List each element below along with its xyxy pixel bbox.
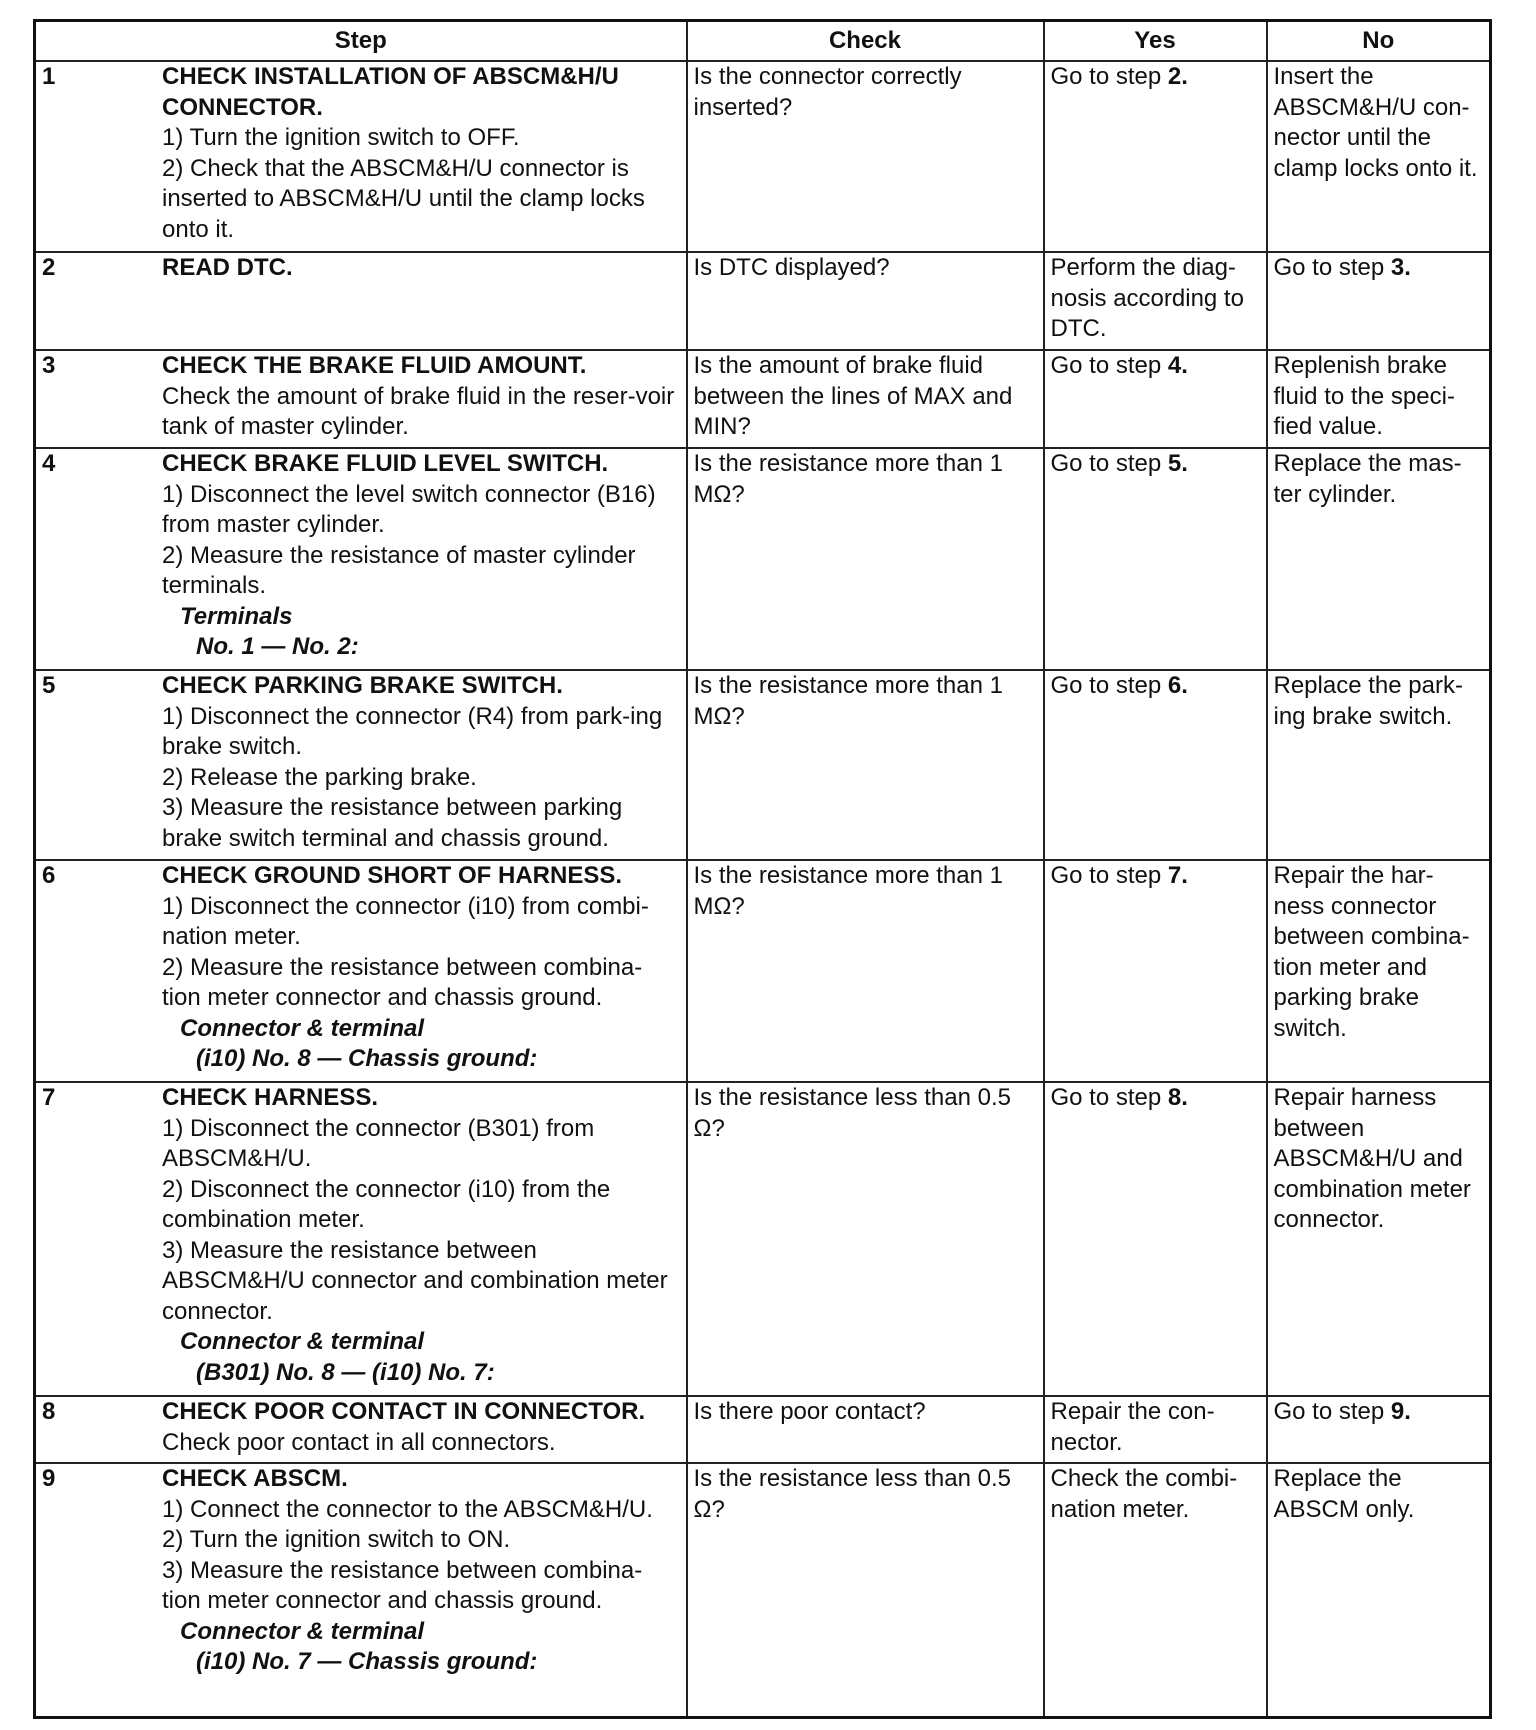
no-cell [1267,448,1491,670]
no-step-ref: 9. [1390,1398,1411,1425]
table-row [35,448,1491,670]
yes-text: Go to step [1050,352,1168,379]
step-instruction: 1) Disconnect the connector (i10) from combi-nation meter. [162,892,649,950]
no-cell [1267,61,1491,252]
no-cell [1267,860,1491,1082]
no-cell [1267,350,1491,448]
spec-label: Connector & terminal [180,1014,425,1042]
yes-text: Go to step [1050,1084,1168,1111]
check-cell: Is the resistance more than 1 MΩ? [687,860,1044,1082]
no-text: Repair harness between ABSCM&H/U and combination meter connector. [1273,1084,1471,1233]
step-instruction: 1) Disconnect the connector (B301) from ABSCM&H/U. [162,1114,595,1172]
yes-cell [1044,1082,1267,1396]
step-cell [35,1463,687,1717]
step-title: CHECK HARNESS. [162,1084,379,1111]
step-instruction: 1) Disconnect the connector (R4) from park-ing brake switch. [162,702,663,760]
no-text: Replenish brake fluid to the speci-fied value. [1273,352,1455,440]
table-row [35,1463,1491,1717]
no-text: Repair the har-ness connector between combina-tion meter and parking brake switch. [1273,862,1470,1042]
no-text: Replace the mas-ter cylinder. [1273,450,1462,508]
yes-text: Perform the diag-nosis according to DTC. [1050,254,1244,342]
step-instruction: 2) Measure the resistance between combina-tion meter connector and chassis ground. [162,953,643,1011]
table-row [35,1082,1491,1396]
yes-cell [1044,1463,1267,1717]
step-cell [35,670,687,860]
step-number: 3 [42,352,56,379]
step-instruction: Check poor contact in all connectors. [162,1428,556,1456]
check-cell: Is the resistance less than 0.5 Ω? [687,1463,1044,1717]
table-row [35,1396,1491,1463]
table-row [35,252,1491,350]
yes-cell [1044,1396,1267,1463]
spec-value: No. 1 — No. 2: [196,633,359,660]
yes-text: Repair the con-nector. [1050,1398,1215,1456]
spec-value: (i10) No. 7 — Chassis ground: [196,1648,538,1675]
yes-text: Go to step [1050,672,1168,699]
yes-step-ref: 4. [1167,352,1188,379]
step-title: CHECK BRAKE FLUID LEVEL SWITCH. [162,450,609,477]
no-step-ref: 3. [1390,254,1411,281]
yes-cell [1044,860,1267,1082]
step-title: CHECK POOR CONTACT IN CONNECTOR. [162,1398,646,1425]
check-cell: Is the resistance less than 0.5 Ω? [687,1082,1044,1396]
step-instruction: 3) Measure the resistance between combina-tion meter connector and chassis ground. [162,1556,643,1614]
table-row [35,860,1491,1082]
check-cell: Is the connector correctly inserted? [687,61,1044,252]
step-instruction: 2) Check that the ABSCM&H/U connector is inserted to ABSCM&H/U until the clamp locks onto it. [162,154,645,243]
yes-cell [1044,670,1267,860]
step-number: 4 [42,450,56,477]
step-title: CHECK INSTALLATION OF ABSCM&H/U CONNECTOR. [162,63,619,121]
step-instruction: 1) Turn the ignition switch to OFF. [162,124,520,151]
step-title: CHECK ABSCM. [162,1465,348,1492]
table-body [35,61,1491,1717]
yes-cell [1044,252,1267,350]
spec-value: (i10) No. 8 — Chassis ground: [196,1045,538,1072]
yes-text: Go to step [1050,450,1168,477]
check-cell: Is DTC displayed? [687,252,1044,350]
step-instruction: 2) Turn the ignition switch to ON. [162,1526,511,1553]
step-number: 1 [42,63,56,90]
step-instruction: Check the amount of brake fluid in the reser-voir tank of master cylinder. [162,382,675,440]
step-cell [35,350,687,448]
step-cell [35,860,687,1082]
step-instruction: 2) Release the parking brake. [162,763,477,791]
header-yes: Yes [1044,21,1267,62]
check-cell: Is there poor contact? [687,1396,1044,1463]
spec-label: Connector & terminal [180,1328,425,1355]
check-cell: Is the resistance more than 1 MΩ? [687,670,1044,860]
spec-label: Connector & terminal [180,1617,425,1645]
no-text: Go to step [1273,254,1391,281]
yes-text: Go to step [1050,63,1168,90]
step-title: CHECK GROUND SHORT OF HARNESS. [162,862,623,889]
yes-text: Check the combi-nation meter. [1050,1465,1238,1523]
no-text: Insert the ABSCM&H/U con-nector until the clamp locks onto it. [1273,63,1478,182]
table-row [35,61,1491,252]
yes-cell [1044,448,1267,670]
no-cell [1267,1396,1491,1463]
step-number: 7 [42,1084,56,1111]
step-instruction: 1) Connect the connector to the ABSCM&H/U. [162,1495,653,1523]
yes-step-ref: 6. [1167,672,1188,699]
step-number: 9 [42,1465,56,1492]
step-cell [35,1082,687,1396]
step-title: READ DTC. [162,254,293,281]
no-text: Go to step [1273,1398,1391,1425]
spec-label: Terminals [180,602,293,630]
header-no: No [1267,21,1491,62]
step-number: 2 [42,254,56,281]
spec-value: (B301) No. 8 — (i10) No. 7: [196,1358,495,1386]
step-title: CHECK THE BRAKE FLUID AMOUNT. [162,352,587,379]
header-step: Step [35,21,687,62]
step-instruction: 3) Measure the resistance between parking brake switch terminal and chassis ground. [162,794,623,852]
table-row [35,670,1491,860]
diagnostic-table [33,19,1492,1719]
step-number: 8 [42,1398,56,1425]
yes-step-ref: 2. [1167,63,1188,90]
yes-cell [1044,61,1267,252]
no-cell [1267,1463,1491,1717]
header-row [35,21,1491,62]
step-instruction: 3) Measure the resistance between ABSCM&H/U connector and combination meter connector. [162,1236,668,1325]
step-instruction: 2) Disconnect the connector (i10) from the combination meter. [162,1175,611,1233]
header-check: Check [687,21,1044,62]
table-row [35,350,1491,448]
check-cell: Is the amount of brake fluid between the lines of MAX and MIN? [687,350,1044,448]
no-cell [1267,1082,1491,1396]
no-text: Replace the ABSCM only. [1273,1465,1415,1523]
step-cell [35,252,687,350]
yes-step-ref: 8. [1167,1084,1188,1111]
no-cell [1267,252,1491,350]
yes-step-ref: 5. [1167,450,1188,477]
step-cell [35,448,687,670]
step-number: 6 [42,862,56,889]
yes-step-ref: 7. [1167,862,1188,889]
step-cell [35,61,687,252]
no-cell [1267,670,1491,860]
yes-cell [1044,350,1267,448]
step-instruction: 2) Measure the resistance of master cylinder terminals. [162,541,636,599]
check-cell: Is the resistance more than 1 MΩ? [687,448,1044,670]
yes-text: Go to step [1050,862,1168,889]
no-text: Replace the park-ing brake switch. [1273,672,1463,730]
step-number: 5 [42,672,56,699]
step-instruction: 1) Disconnect the level switch connector (B16) from master cylinder. [162,480,656,538]
step-cell [35,1396,687,1463]
step-title: CHECK PARKING BRAKE SWITCH. [162,672,563,699]
